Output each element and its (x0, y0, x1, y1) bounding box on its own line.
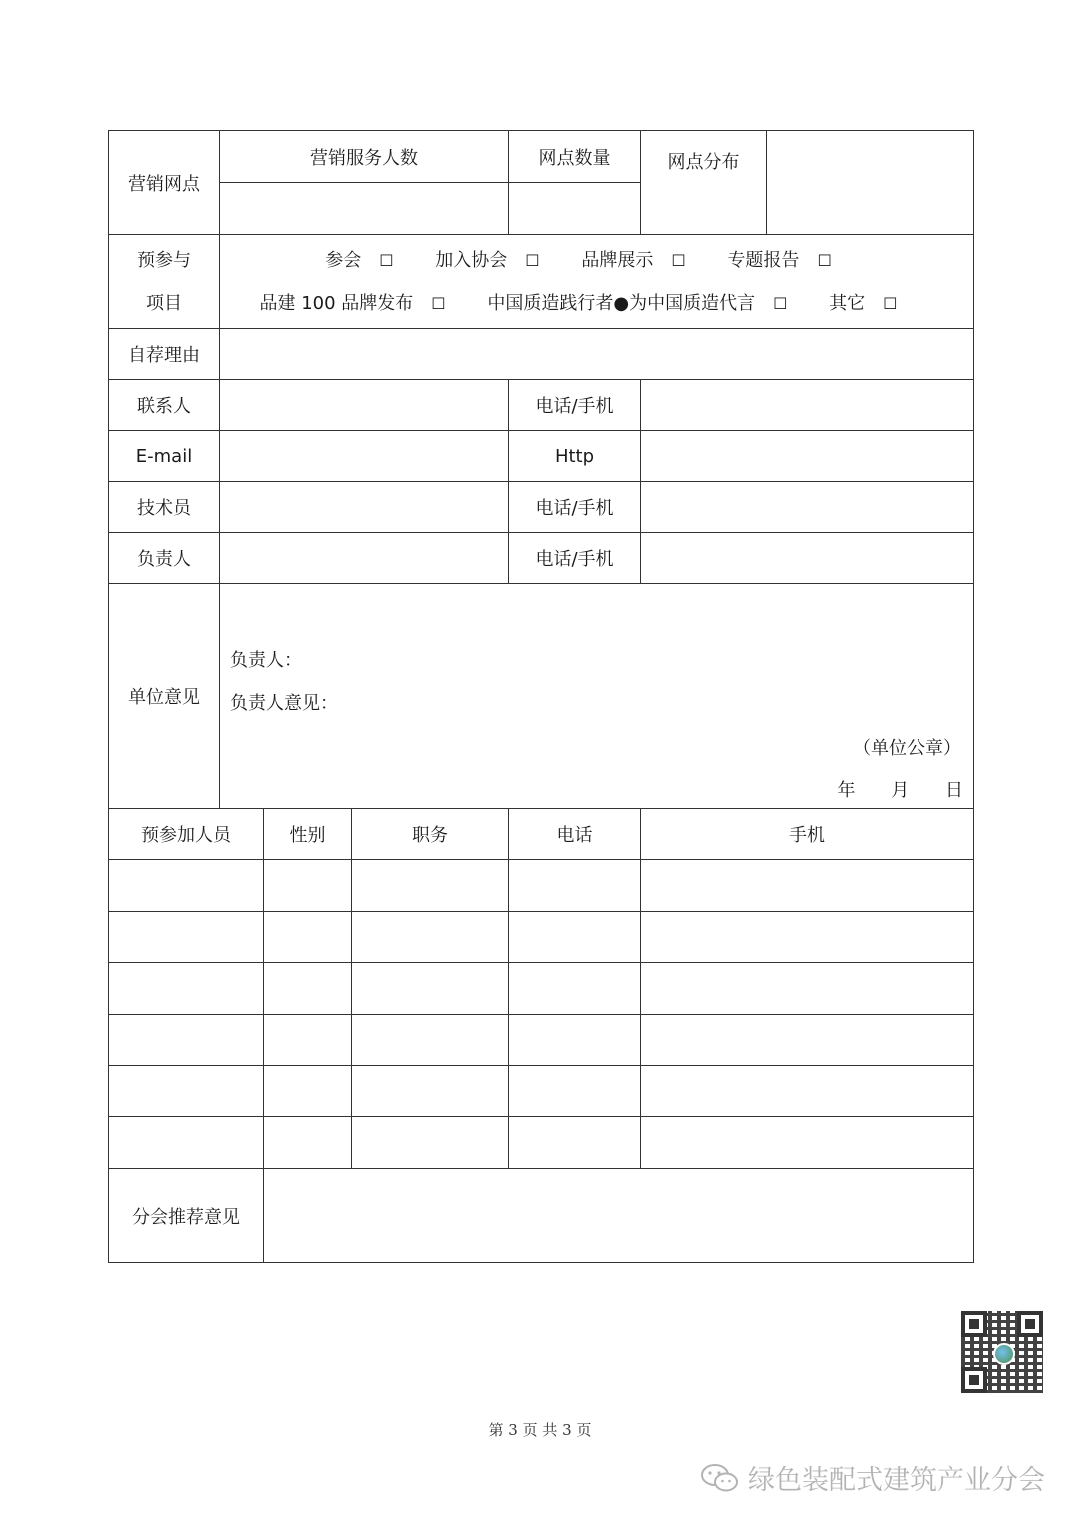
table-row (109, 963, 974, 1015)
unit-opinion-text: 负责人意见： (230, 693, 338, 714)
manager-value[interactable] (220, 533, 509, 584)
participation-label-line1: 预参与 (137, 249, 191, 271)
wechat-watermark (700, 1458, 1045, 1497)
qr-finder (961, 1367, 987, 1393)
unit-opinion-label: 单位意见 (109, 584, 220, 809)
attendee-header-mobile: 手机 (641, 809, 974, 860)
option-other[interactable]: 其它 ☐ (829, 292, 898, 314)
page-number: 第 3 页 共 3 页 (488, 1421, 592, 1439)
participation-row-1 (220, 239, 973, 282)
http-value[interactable] (641, 431, 974, 482)
unit-date: 年 月 日 (837, 780, 963, 801)
checkbox-icon[interactable]: ☐ (525, 250, 540, 270)
technician-value[interactable] (220, 482, 509, 533)
participation-label (109, 235, 220, 329)
attendee-header-gender: 性别 (264, 809, 352, 860)
contact-phone-label: 电话/手机 (509, 380, 641, 431)
technician-label: 技术员 (109, 482, 220, 533)
contact-phone-value[interactable] (641, 380, 974, 431)
distribution-header: 网点分布 (641, 131, 767, 235)
manager-label: 负责人 (109, 533, 220, 584)
participation-row-2 (220, 282, 973, 325)
table-row (109, 860, 974, 912)
unit-opinion-person: 负责人： (230, 650, 302, 671)
wechat-icon (700, 1463, 740, 1493)
attendee-header-name: 预参加人员 (109, 809, 264, 860)
qr-code-icon (961, 1311, 1043, 1393)
email-label: E-mail (109, 431, 220, 482)
option-report[interactable]: 专题报告 ☐ (727, 249, 832, 271)
unit-opinion-area[interactable] (220, 584, 974, 809)
qr-logo-icon (993, 1343, 1015, 1365)
checkbox-icon[interactable]: ☐ (379, 250, 394, 270)
attendee-header-phone: 电话 (509, 809, 641, 860)
attendee-header-position: 职务 (352, 809, 509, 860)
distribution-value[interactable] (767, 131, 974, 235)
option-brand-display[interactable]: 品牌展示 ☐ (581, 249, 686, 271)
table-row (109, 1117, 974, 1169)
technician-phone-label: 电话/手机 (509, 482, 641, 533)
recommend-reason-value[interactable] (220, 329, 974, 380)
participation-label-line2: 项目 (146, 292, 182, 314)
staff-count-value[interactable] (220, 183, 509, 235)
table-row (109, 1066, 974, 1117)
outlet-count-value[interactable] (509, 183, 641, 235)
checkbox-icon[interactable]: ☐ (883, 293, 898, 313)
participation-options (220, 235, 974, 329)
marketing-label: 营销网点 (109, 131, 220, 235)
unit-seal: （单位公章） (853, 738, 961, 759)
contact-label: 联系人 (109, 380, 220, 431)
technician-phone-value[interactable] (641, 482, 974, 533)
branch-opinion-label: 分会推荐意见 (109, 1169, 264, 1263)
option-attend[interactable]: 参会 ☐ (325, 249, 394, 271)
email-value[interactable] (220, 431, 509, 482)
recommend-reason-label: 自荐理由 (109, 329, 220, 380)
option-join[interactable]: 加入协会 ☐ (435, 249, 540, 271)
checkbox-icon[interactable]: ☐ (773, 293, 788, 313)
qr-finder (961, 1311, 987, 1337)
registration-form (108, 130, 974, 1263)
checkbox-icon[interactable]: ☐ (671, 250, 686, 270)
table-row (109, 912, 974, 963)
staff-count-header: 营销服务人数 (220, 131, 509, 183)
contact-value[interactable] (220, 380, 509, 431)
table-row (109, 1015, 974, 1066)
outlet-count-header: 网点数量 (509, 131, 641, 183)
checkbox-icon[interactable]: ☐ (817, 250, 832, 270)
checkbox-icon[interactable]: ☐ (431, 293, 446, 313)
qr-finder (1017, 1311, 1043, 1337)
manager-phone-value[interactable] (641, 533, 974, 584)
http-label: Http (509, 431, 641, 482)
option-quality-practitioner[interactable]: 中国质造践行者●为中国质造代言 ☐ (487, 292, 788, 314)
wechat-account-name: 绿色装配式建筑产业分会 (748, 1465, 1045, 1496)
branch-opinion-value[interactable] (264, 1169, 974, 1263)
option-brand-release[interactable]: 品建 100 品牌发布 ☐ (259, 292, 446, 314)
manager-phone-label: 电话/手机 (509, 533, 641, 584)
